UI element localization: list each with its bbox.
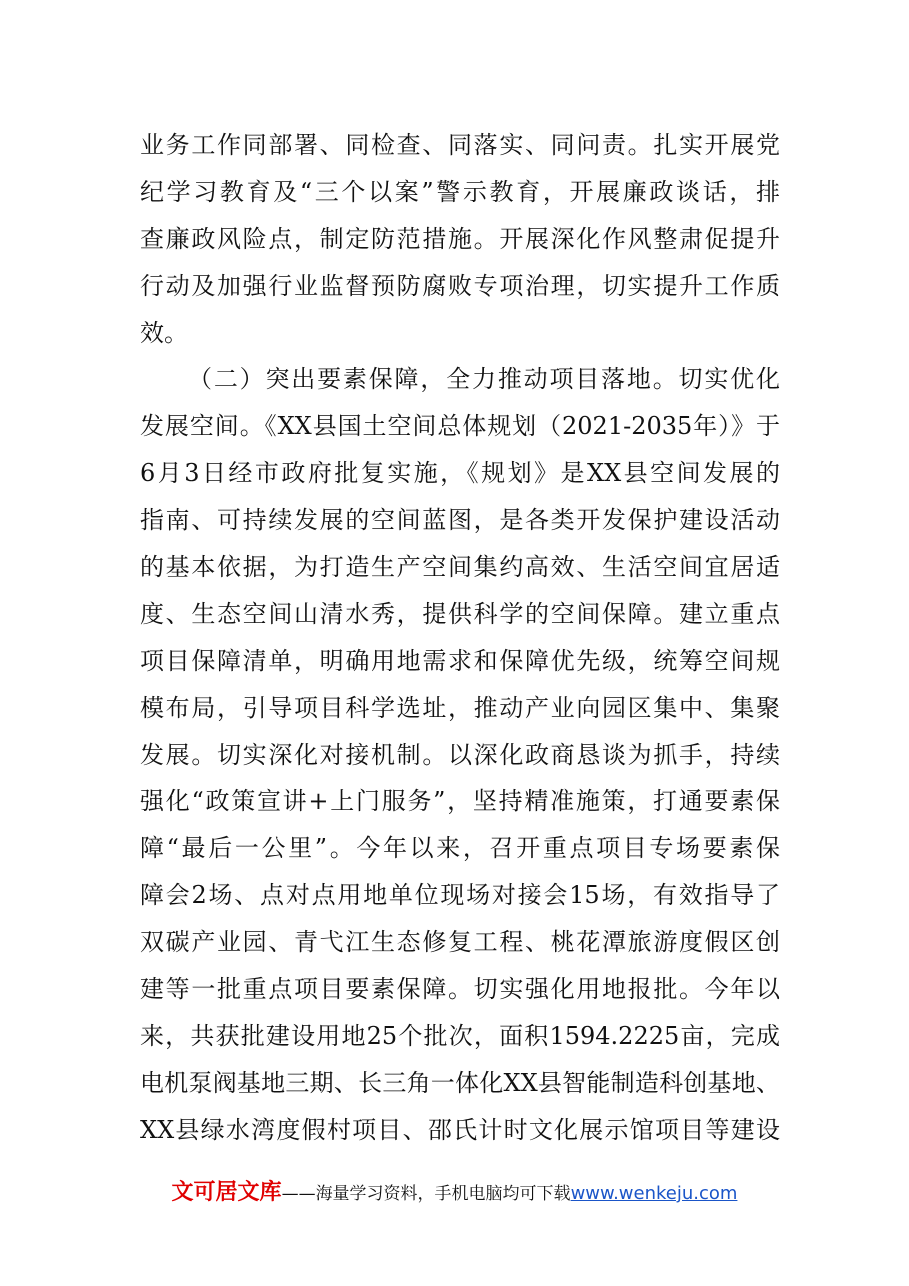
document-body (140, 122, 780, 1154)
paragraph-line: 效。 (140, 318, 188, 347)
paragraph-line: 双碳产业园、青弋江生态修复工程、桃花潭旅游度假区创 (140, 928, 780, 957)
paragraph-line: 6月3日经市政府批复实施，《规划》是XX县空间发展的 (140, 459, 780, 488)
paragraph-line: 强化“政策宣讲+上门服务”，坚持精准施策，打通要素保 (140, 787, 780, 816)
paragraph-line: 业务工作同部署、同检查、同落实、同问责。扎实开展党 (140, 131, 780, 159)
paragraph-line: 度、生态空间山清水秀，提供科学的空间保障。建立重点 (140, 599, 780, 628)
footer-site-link[interactable]: www.wenkeju.com (570, 1183, 738, 1204)
paragraph-line: 障会2场、点对点用地单位现场对接会15场，有效指导了 (140, 881, 780, 910)
paragraph-line: 行动及加强行业监督预防腐败专项治理，切实提升工作质 (140, 271, 780, 300)
paragraph-line: 障“最后一公里”。今年以来，召开重点项目专场要素保 (140, 834, 780, 863)
paragraph-line: 来，共获批建设用地25个批次，面积1594.2225亩，完成 (140, 1021, 780, 1050)
paragraph-line: 建等一批重点项目要素保障。切实强化用地报批。今年以 (140, 975, 780, 1004)
paragraph-line: XX县绿水湾度假村项目、邵氏计时文化展示馆项目等建设 (140, 1115, 780, 1144)
paragraph-line: 项目保障清单，明确用地需求和保障优先级，统筹空间规 (140, 646, 780, 675)
page-footer (0, 1175, 909, 1206)
paragraph-line: 查廉政风险点，制定防范措施。开展深化作风整肃促提升 (140, 224, 780, 253)
paragraph-line: 发展。切实深化对接机制。以深化政商恳谈为抓手，持续 (140, 740, 780, 769)
paragraph-line: 模布局，引导项目科学选址，推动产业向园区集中、集聚 (140, 693, 780, 722)
paragraph-line: 的基本依据，为打造生产空间集约高效、生活空间宜居适 (140, 553, 780, 582)
paragraph-line: 纪学习教育及“三个以案”警示教育，开展廉政谈话，排 (140, 177, 780, 206)
paragraph-line: 电机泵阀基地三期、长三角一体化XX县智能制造科创基地、 (140, 1068, 780, 1097)
footer-tagline: ——海量学习资料，手机电脑均可下载 (281, 1184, 571, 1204)
paragraph-line: 发展空间。《XX县国土空间总体规划（2021-2035年）》于 (140, 412, 780, 441)
footer-brand: 文可居文库 (171, 1180, 282, 1205)
paragraph-line: 指南、可持续发展的空间蓝图，是各类开发保护建设活动 (140, 506, 780, 535)
section-heading-line: （二）突出要素保障，全力推动项目落地。切实优化 (188, 365, 780, 394)
